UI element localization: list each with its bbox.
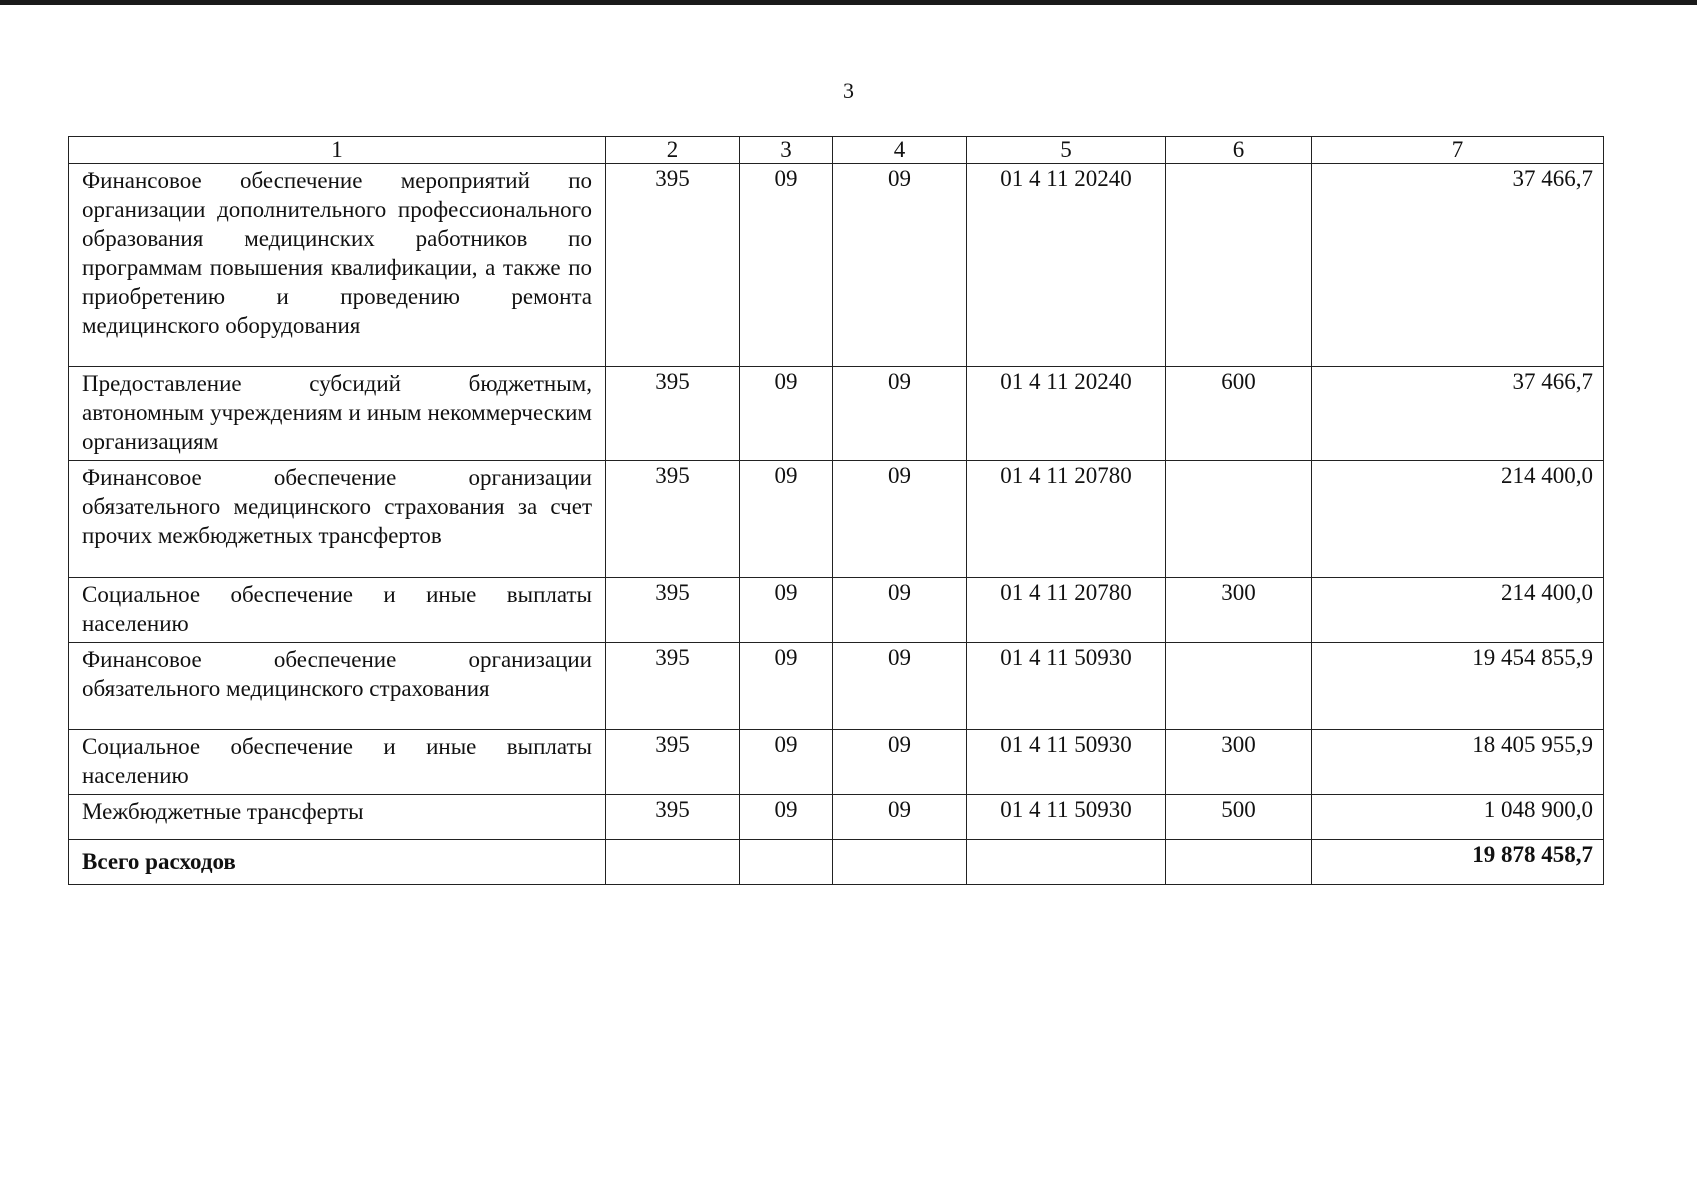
subsection-code: 09 bbox=[833, 164, 967, 367]
expense-name: Межбюджетные трансферты bbox=[69, 795, 606, 840]
expense-type-code: 300 bbox=[1166, 578, 1312, 643]
target-article-code: 01 4 11 20240 bbox=[967, 164, 1166, 367]
empty-cell bbox=[967, 840, 1166, 885]
expense-type-code bbox=[1166, 643, 1312, 730]
total-amount: 19 878 458,7 bbox=[1312, 840, 1604, 885]
ministry-code: 395 bbox=[606, 730, 740, 795]
table-row bbox=[69, 578, 1604, 643]
expense-type-code bbox=[1166, 461, 1312, 578]
section-code: 09 bbox=[740, 164, 833, 367]
target-article-code: 01 4 11 20780 bbox=[967, 461, 1166, 578]
amount: 1 048 900,0 bbox=[1312, 795, 1604, 840]
scan-top-edge bbox=[0, 0, 1697, 5]
empty-cell bbox=[606, 840, 740, 885]
amount: 18 405 955,9 bbox=[1312, 730, 1604, 795]
target-article-code: 01 4 11 50930 bbox=[967, 643, 1166, 730]
section-code: 09 bbox=[740, 578, 833, 643]
target-article-code: 01 4 11 50930 bbox=[967, 795, 1166, 840]
empty-cell bbox=[1166, 840, 1312, 885]
column-header-4: 4 bbox=[833, 137, 967, 164]
section-code: 09 bbox=[740, 730, 833, 795]
amount: 214 400,0 bbox=[1312, 578, 1604, 643]
expense-name: Финансовое обеспечение организации обязательного медицинского страхования bbox=[69, 643, 606, 730]
column-number-row bbox=[69, 137, 1604, 164]
target-article-code: 01 4 11 20240 bbox=[967, 367, 1166, 461]
column-header-7: 7 bbox=[1312, 137, 1604, 164]
expense-name: Финансовое обеспечение мероприятий по организации дополнительного профессионального образования медицинских работников по программам повышения квалификации, а также по приобретению и проведению ремонта медицинского оборудования bbox=[69, 164, 606, 367]
table-row bbox=[69, 730, 1604, 795]
amount: 214 400,0 bbox=[1312, 461, 1604, 578]
subsection-code: 09 bbox=[833, 367, 967, 461]
total-label: Всего расходов bbox=[69, 840, 606, 885]
expense-type-code: 500 bbox=[1166, 795, 1312, 840]
ministry-code: 395 bbox=[606, 795, 740, 840]
target-article-code: 01 4 11 20780 bbox=[967, 578, 1166, 643]
column-header-1: 1 bbox=[69, 137, 606, 164]
ministry-code: 395 bbox=[606, 578, 740, 643]
subsection-code: 09 bbox=[833, 578, 967, 643]
subsection-code: 09 bbox=[833, 461, 967, 578]
expense-type-code bbox=[1166, 164, 1312, 367]
section-code: 09 bbox=[740, 367, 833, 461]
target-article-code: 01 4 11 50930 bbox=[967, 730, 1166, 795]
amount: 37 466,7 bbox=[1312, 164, 1604, 367]
expense-name: Социальное обеспечение и иные выплаты населению bbox=[69, 578, 606, 643]
table-row bbox=[69, 643, 1604, 730]
table-row bbox=[69, 367, 1604, 461]
section-code: 09 bbox=[740, 461, 833, 578]
page-number: 3 bbox=[843, 78, 854, 103]
column-header-6: 6 bbox=[1166, 137, 1312, 164]
total-row bbox=[69, 840, 1604, 885]
amount: 19 454 855,9 bbox=[1312, 643, 1604, 730]
expense-name: Предоставление субсидий бюджетным, автономным учреждениям и иным некоммерческим организациям bbox=[69, 367, 606, 461]
table-row bbox=[69, 461, 1604, 578]
section-code: 09 bbox=[740, 795, 833, 840]
table-row bbox=[69, 164, 1604, 367]
section-code: 09 bbox=[740, 643, 833, 730]
table-row bbox=[69, 795, 1604, 840]
amount: 37 466,7 bbox=[1312, 367, 1604, 461]
ministry-code: 395 bbox=[606, 643, 740, 730]
ministry-code: 395 bbox=[606, 461, 740, 578]
empty-cell bbox=[740, 840, 833, 885]
ministry-code: 395 bbox=[606, 367, 740, 461]
empty-cell bbox=[833, 840, 967, 885]
ministry-code: 395 bbox=[606, 164, 740, 367]
column-header-5: 5 bbox=[967, 137, 1166, 164]
budget-expenditure-table bbox=[68, 136, 1604, 885]
subsection-code: 09 bbox=[833, 795, 967, 840]
expense-type-code: 600 bbox=[1166, 367, 1312, 461]
expense-type-code: 300 bbox=[1166, 730, 1312, 795]
subsection-code: 09 bbox=[833, 730, 967, 795]
column-header-2: 2 bbox=[606, 137, 740, 164]
expense-name: Социальное обеспечение и иные выплаты населению bbox=[69, 730, 606, 795]
expense-name: Финансовое обеспечение организации обязательного медицинского страхования за счет прочих межбюджетных трансфертов bbox=[69, 461, 606, 578]
subsection-code: 09 bbox=[833, 643, 967, 730]
column-header-3: 3 bbox=[740, 137, 833, 164]
